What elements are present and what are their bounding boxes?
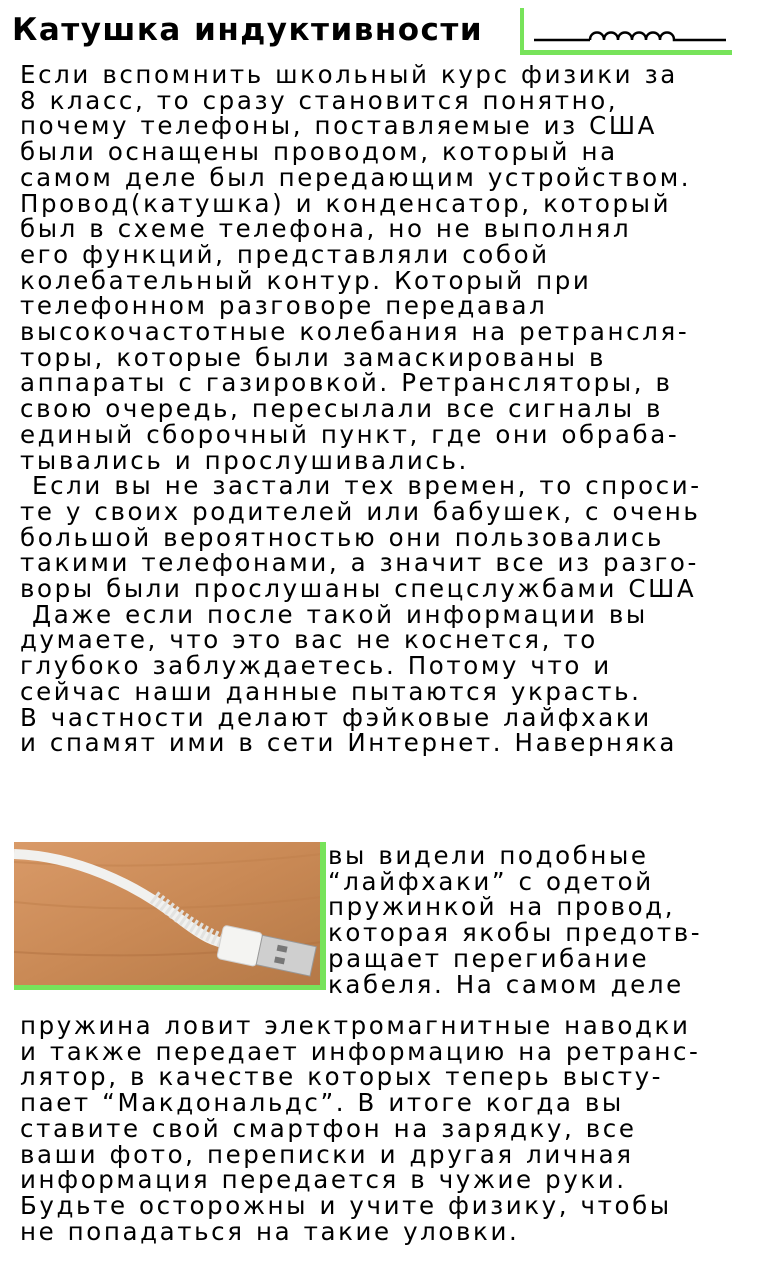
text-line: Если вспомнить школьный курс физики за [20,60,678,89]
text-line: и также передает информацию на ретранс- [20,1036,701,1066]
inductor-coil-icon [520,8,734,56]
text-line: те у своих родителей или бабушек, с очень [20,496,701,526]
text-line: аппараты с газировкой. Ретрансляторы, в [20,368,673,398]
text-line: пружина ловит электромагнитные наводки [20,1011,691,1040]
text-line: Если вы не застали тех времен, то спроси- [32,471,702,501]
text-line: Провод(катушка) и конденсатор, который [20,188,672,218]
text-line: тывались и прослушивались. [20,445,469,475]
text-line: которая якобы предотв- [328,918,703,948]
text-line: В частности делают фэйковые лайфхаки [20,702,652,732]
text-line: торы, которые были замаскированы в [20,342,607,372]
text-line: Будьте осторожны и учите физику, чтобы [20,1190,672,1220]
text-line: ваши фото, переписки и другая личная [20,1139,634,1169]
text-line: такими телефонами, а значит все из разго- [20,548,699,578]
text-line: пружинкой на провод, [328,892,676,922]
photo-accent-bottom [14,985,326,990]
text-line: были оснащены проводом, который на [20,137,618,167]
text-line: информация передается в чужие руки. [20,1165,627,1195]
text-line: его функций, представляли собой [20,239,550,269]
text-line: и спамят ими в сети Интернет. Наверняка [20,728,678,758]
article-paragraph-beside-photo [328,843,702,997]
article-paragraph-bottom [20,1013,700,1244]
text-line: воры были прослушаны спецслужбами США [20,574,697,604]
text-line: вы видели подобные [328,841,649,870]
text-line: единый сборочный пункт, где они обраба- [20,419,680,449]
text-line: не попадаться на такие уловки. [20,1216,520,1246]
text-line: пает “Макдональдс”. В итоге когда вы [20,1088,624,1118]
text-line: кабеля. На самом деле [328,969,684,999]
text-line: был в схеме телефона, но не выполнял [20,214,632,244]
photo-accent-right [320,842,326,990]
text-line: высокочастотные колебания на ретрансля- [20,317,690,347]
text-line: сейчас наши данные пытаются украсть. [20,676,642,706]
text-line: 8 класс, то сразу становится понятно, [20,85,619,115]
text-line: самом деле был передающим устройством. [20,162,692,192]
page-title: Катушка индуктивности [12,12,484,48]
text-line: лятор, в качестве которых теперь высту- [20,1062,664,1092]
text-line: ращает перегибание [328,943,650,973]
text-line: думаете, что это вас не коснется, то [20,625,598,655]
text-line: почему телефоны, поставляемые из США [20,111,658,141]
text-line: свою очередь, пересылали все сигналы в [20,394,664,424]
article-paragraph-top [20,62,702,756]
text-line: “лайфхаки” с одетой [328,866,654,896]
text-line: ставите свой смартфон на зарядку, все [20,1113,637,1143]
text-line: колебательный контур. Который при [20,265,592,295]
text-line: глубоко заблуждаетесь. Потому что и [20,651,612,681]
text-line: Даже если после такой информации вы [32,599,648,629]
text-line: большой вероятностью они пользовались [20,522,664,552]
text-line: телефонном разговоре передавал [20,291,548,321]
usb-cable-with-spring-photo [14,842,322,989]
